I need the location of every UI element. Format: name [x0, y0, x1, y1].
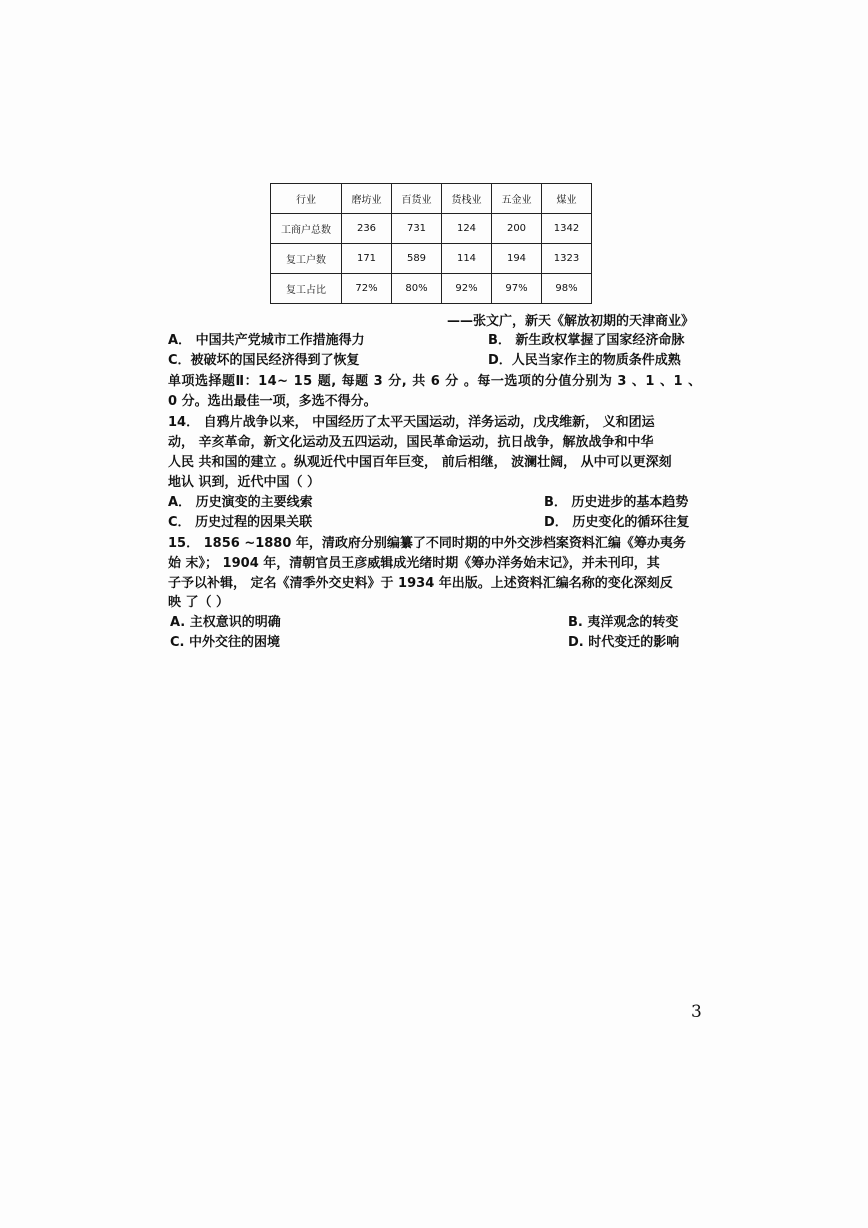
page-number: 3 [691, 1002, 702, 1022]
q15-option-c: C. 中外交往的困境 [170, 635, 281, 650]
table-row [271, 274, 592, 304]
table-cell: 589 [392, 244, 442, 274]
table-cell: 97% [492, 274, 542, 304]
q15-stem-line-2: 始 末》； 1904 年，清朝官员王彦威辑成光绪时期《筹办洋务始末记》，并未刊印，其 [168, 556, 660, 571]
table-cell: 工商户总数 [271, 214, 342, 244]
table-cell: 百货业 [392, 184, 442, 214]
table-cell: 171 [342, 244, 392, 274]
q14-stem-line-1: 14． 自鸦片战争以来， 中国经历了太平天国运动，洋务运动，戊戌维新， 义和团运 [168, 415, 655, 430]
q15-stem-line-1: 15． 1856 ~1880 年，清政府分别编纂了不同时期的中外交涉档案资料汇编《筹办夷务 [168, 536, 686, 551]
table-cell: 72% [342, 274, 392, 304]
table-cell: 五金业 [492, 184, 542, 214]
q14-stem-line-2: 动， 辛亥革命，新文化运动及五四运动，国民革命运动，抗日战争，解放战争和中华 [168, 435, 654, 450]
q15-option-a: A. 主权意识的明确 [170, 615, 281, 630]
q15-option-b: B. 夷洋观念的转变 [568, 615, 679, 630]
q15-stem-line-3: 子予以补辑， 定名《清季外交史料》于 1934 年出版。上述资料汇编名称的变化深刻反 [168, 576, 673, 591]
table-cell: 1342 [542, 214, 592, 244]
table-row [271, 244, 592, 274]
table-cell: 复工占比 [271, 274, 342, 304]
table-cell: 复工户数 [271, 244, 342, 274]
q15-option-d: D. 时代变迁的影响 [568, 635, 680, 650]
table-cell: 731 [392, 214, 442, 244]
q14-stem-line-3: 人民 共和国的建立 。纵观近代中国百年巨变， 前后相继， 波澜壮阔， 从中可以更深刻 [168, 455, 672, 470]
q13-option-c: C．被破坏的国民经济得到了恢复 [168, 353, 360, 368]
industry-recovery-table [270, 183, 592, 304]
table-source-citation: ——张文广，新天《解放初期的天津商业》 [446, 314, 694, 329]
table-cell: 煤业 [542, 184, 592, 214]
table-cell: 磨坊业 [342, 184, 392, 214]
table-cell: 194 [492, 244, 542, 274]
section-instructions-line-2: 0 分。选出最佳一项，多选不得分。 [168, 394, 377, 409]
q15-stem-line-4: 映 了（ ） [168, 595, 230, 610]
table-header-row [271, 184, 592, 214]
table-cell: 92% [442, 274, 492, 304]
q13-option-b: B． 新生政权掌握了国家经济命脉 [488, 333, 685, 348]
table-cell: 行业 [271, 184, 342, 214]
table-cell: 124 [442, 214, 492, 244]
table-cell: 200 [492, 214, 542, 244]
q14-option-c: C． 历史过程的因果关联 [168, 515, 313, 530]
table-cell: 114 [442, 244, 492, 274]
q13-option-d: D．人民当家作主的物质条件成熟 [488, 353, 681, 368]
table-row [271, 214, 592, 244]
section-instructions-line-1: 单项选择题Ⅱ：14~ 15 题, 每题 3 分, 共 6 分 。每一选项的分值分别为 3 、1 、1 、 [168, 374, 702, 389]
q13-option-a: A． 中国共产党城市工作措施得力 [168, 333, 365, 348]
q14-option-b: B． 历史进步的基本趋势 [544, 495, 689, 510]
q14-option-a: A． 历史演变的主要线索 [168, 495, 313, 510]
table-cell: 80% [392, 274, 442, 304]
q14-option-d: D． 历史变化的循环往复 [544, 515, 690, 530]
table-cell: 1323 [542, 244, 592, 274]
q14-stem-line-4: 地认 识到，近代中国（ ） [168, 475, 321, 490]
table-cell: 98% [542, 274, 592, 304]
table-cell: 货栈业 [442, 184, 492, 214]
table-cell: 236 [342, 214, 392, 244]
